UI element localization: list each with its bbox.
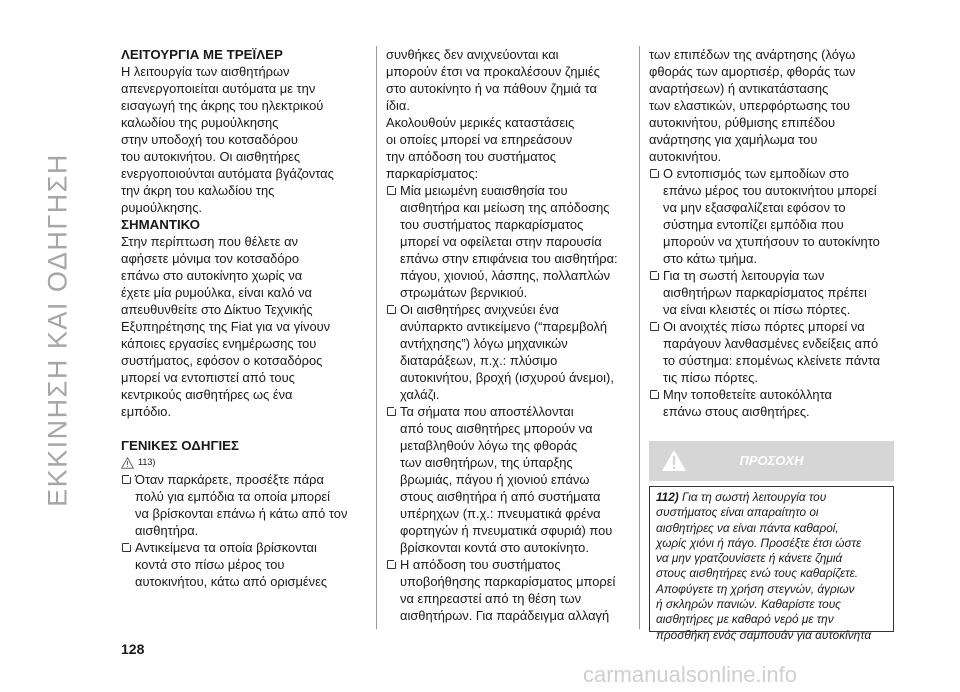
text-line: αναρτήσεων) ή αντικατάστασης [649,81,829,96]
text-line: Ακολουθούν μερικές καταστάσεις [386,115,575,130]
text-line: οι οποίες μπορεί να επηρεάσουν [386,132,573,147]
text-line: συνθήκες δεν ανιχνεύονται και [386,47,559,62]
text-line: έχετε μία ρυμούλκα, είναι καλό να [121,285,312,300]
warning-triangle-icon [121,457,134,469]
text-line: στην υποδοχή του κοτσαδόρου [121,132,298,147]
text-line: Μία μειωμένη ευαισθησία του [400,183,568,198]
text-line: παράγουν λανθασμένες ενδείξεις από [663,336,879,351]
suspension-paragraph [649,46,894,165]
caution-first-line: Για τη σωστή λειτουργία του [678,490,827,504]
text-line: να είναι κλειστές οι πίσω πόρτες. [663,302,851,317]
text-line: στρωμάτων βερνικιού. [400,285,528,300]
trailer-paragraph [121,63,366,216]
text-line: να μην εξασφαλίζεται εφόσον το [663,200,846,215]
column-3 [649,46,894,420]
watermark: carmanualsonline.info [583,662,798,687]
text-line: παρκαρίσματος: [386,166,479,181]
text-line: επάνω μέρος του αυτοκινήτου μπορεί [663,183,877,198]
bullet-icon [650,390,659,399]
list-item [649,318,894,386]
text-line: την απόδοση του συστήματος [386,149,556,164]
bullet-icon [387,407,396,416]
text-line: Για τη σωστή λειτουργία των [663,268,825,283]
text-line: επάνω στο αυτοκίνητο χωρίς να [121,268,303,283]
bullet-icon [387,560,396,569]
text-line: από τους αισθητήρες μπορούν να [400,421,593,436]
heading-general: ΓΕΝΙΚΕΣ ΟΔΗΓΙΕΣ [121,438,239,453]
text-line: των επιπέδων της ανάρτησης (λόγω [649,47,856,62]
text-line: Ο εντοπισμός των εμποδίων στο [663,166,850,181]
text-line: ρυμούλκησης. [121,200,203,215]
text-line: να βρίσκονται επάνω ή κάτω από τον [135,506,348,521]
bullet-icon [122,475,131,484]
text-line: συστήματος, εφόσον ο κοτσαδόρος [121,353,323,368]
text-line: επάνω στην επιφάνεια του αισθητήρα: [400,251,618,266]
list-item [649,165,894,267]
list-item [386,182,631,301]
text-line: στο κάτω τμήμα. [663,251,758,266]
text-line: καλωδίου της ρυμούλκησης [121,115,279,130]
caution-header [649,441,894,481]
text-line: στους αισθητήρες ενώ τους καθαρίζετε. [656,566,859,581]
text-line: Οι ανοιχτές πίσω πόρτες μπορεί να [663,319,865,334]
text-line: φορτηγών ή πνευματικά σφυριά) που [400,523,613,538]
list-item [121,471,366,539]
list-item [121,539,366,590]
list-item [386,556,631,624]
text-line: ανύπαρκτο αντικείμενο (“παρεμβολή [400,319,608,334]
list-item [649,386,894,420]
text-line: μπορεί να εντοπιστεί από τους [121,370,295,385]
section-title-vertical: ΕΚΚΙΝΗΣΗ ΚΑΙ ΟΔΗΓΗΣΗ [42,153,73,507]
text-line: αντήχησης”) λόγω μηχανικών [400,336,568,351]
text-line: στους αισθητήρα ή από συστήματα [400,489,601,504]
caution-number: 112) [656,490,679,504]
bullet-icon [650,271,659,280]
text-line: κεντρικούς αισθητήρες ως ένα [121,387,293,402]
text-line: Οι αισθητήρες ανιχνεύει ένα [400,302,559,317]
text-line: αισθητήρες με καθαρό νερό με την [656,612,834,627]
text-line: διαταράξεων, π.χ.: πλύσιμο [400,353,558,368]
important-label: ΣΗΜΑΝΤΙΚΟ [121,217,201,232]
text-line: αισθητήρες να είναι πάντα καθαροί, [656,520,839,535]
text-line: του συστήματος παρκαρίσματος [400,217,584,232]
page-number: 128 [121,641,145,657]
bullet-icon [650,169,659,178]
text-line: αισθητήρων παρκαρίσματος πρέπει [663,285,867,300]
text-line: αισθητήρα. [135,523,199,538]
caution-label: ΠΡΟΣΟΧΗ [739,453,804,468]
text-line: προσθήκη ενός σαμπουάν για αυτοκίνητα [656,627,872,642]
text-line: Η λειτουργία των αισθητήρων [121,64,290,79]
text-line: Αντικείμενα τα οποία βρίσκονται [135,540,317,555]
text-line: Στην περίπτωση που θέλετε αν [121,234,298,249]
column-1 [121,46,366,590]
text-line: σύστημα εντοπίζει εμπόδια που [663,217,844,232]
text-line: τις πίσω πόρτες. [663,370,758,385]
warning-ref-number: 113) [138,457,156,467]
column-divider [639,46,640,629]
text-line: την άκρη του καλωδίου της [121,183,275,198]
text-line: των ελαστικών, υπερφόρτωσης του [649,98,851,113]
text-line: βρίσκονται κοντά στο αυτοκίνητο. [400,540,589,555]
text-line: αφήσετε μόνιμα τον κοτσαδόρο [121,251,300,266]
conditions-paragraph [386,46,631,182]
text-line: Μην τοποθετείτε αυτοκόλλητα [663,387,832,402]
caution-box [649,486,894,642]
text-line: μπορούν να χτυπήσουν το αυτοκίνητο [663,234,880,249]
text-line: υποβοήθησης παρκαρίσματος μπορεί [400,574,616,589]
text-line: χαλάζι. [400,387,440,402]
text-line: των αισθητήρων, της ύπαρξης [400,455,573,470]
text-line: συστήματος είναι απαραίτητο οι [656,505,819,520]
text-line: χωρίς χιόνι ή πάγο. Προσέξτε έτσι ώστε [656,535,862,550]
important-paragraph [121,233,366,420]
text-line: αυτοκινήτου, κάτω από ορισμένες [135,574,328,589]
text-line: πάγου, χιονιού, λάσπης, πολλαπλών [400,268,611,283]
text-line: κάποιες εργασίες ενημέρωσης του [121,336,317,351]
text-line: το σύστημα: επομένως κλείνετε πάντα [663,353,881,368]
text-line: του αυτοκινήτου. Οι αισθητήρες [121,149,301,164]
text-line: βρωμιάς, πάγου ή χιονιού επάνω [400,472,590,487]
text-line: να μην γρατζουνίσετε ή κάνετε ζημιά [656,551,843,566]
text-line: ενεργοποιούνται αυτόματα βγάζοντας [121,166,334,181]
text-line: Εξυπηρέτησης της Fiat για να γίνουν [121,319,331,334]
text-line: ή σκληρών πανιών. Καθαρίστε τους [656,597,841,612]
column-2 [386,46,631,624]
text-line: αυτοκινήτου, βροχή (ισχυρού άνεμοι), [400,370,614,385]
bullet-icon [387,305,396,314]
bullet-icon [387,186,396,195]
text-line: αυτοκινήτου, ρύθμισης επιπέδου [649,115,836,130]
text-line: να επηρεαστεί από τη θέση των [400,591,582,606]
text-line: επάνω στους αισθητήρες. [663,404,810,419]
text-line: απενεργοποιείται αυτόματα με την [121,81,316,96]
text-line: αυτοκινήτου. [649,149,722,164]
text-line: πολύ για εμπόδια τα οποία μπορεί [135,489,331,504]
caution-text [656,505,887,643]
heading-trailer: ΛΕΙΤΟΥΡΓΙΑ ΜΕ ΤΡΕΪΛΕΡ [121,47,283,62]
text-line: ανάρτησης για χαμήλωμα του [649,132,818,147]
list-item [649,267,894,318]
text-line: μεταβληθούν λόγω της φθοράς [400,438,578,453]
text-line: απευθυνθείτε στο Δίκτυο Τεχνικής [121,302,313,317]
text-line: μπορεί να οφείλεται στην παρουσία [400,234,602,249]
column-divider [376,46,377,629]
list-item [386,403,631,556]
text-line: Τα σήματα που αποστέλλονται [400,404,574,419]
text-line: εισαγωγή της άκρης του ηλεκτρικού [121,98,324,113]
text-line: ίδια. [386,98,410,113]
text-line: υπέρηχων (π.χ.: πνευματικά φρένα [400,506,601,521]
text-line: φθοράς των αμορτισέρ, φθοράς των [649,64,856,79]
text-line: αισθητήρα και μείωση της απόδοσης [400,200,610,215]
text-line: Αποφύγετε τη χρήση στεγνών, άγριων [656,581,855,596]
text-line: Η απόδοση του συστήματος [400,557,561,572]
text-line: Όταν παρκάρετε, προσέξτε πάρα [135,472,324,487]
text-line: εμπόδιο. [121,404,172,419]
text-line: κοντά στο πίσω μέρος του [135,557,285,572]
warning-reference [121,454,366,471]
text-line: αισθητήρων. Για παράδειγμα αλλαγή [400,608,610,623]
bullet-icon [650,322,659,331]
bullet-icon [122,543,131,552]
list-item [386,301,631,403]
text-line: μπορούν έτσι να προκαλέσουν ζημιές [386,64,600,79]
text-line: στο αυτοκίνητο ή να πάθουν ζημιά τα [386,81,597,96]
